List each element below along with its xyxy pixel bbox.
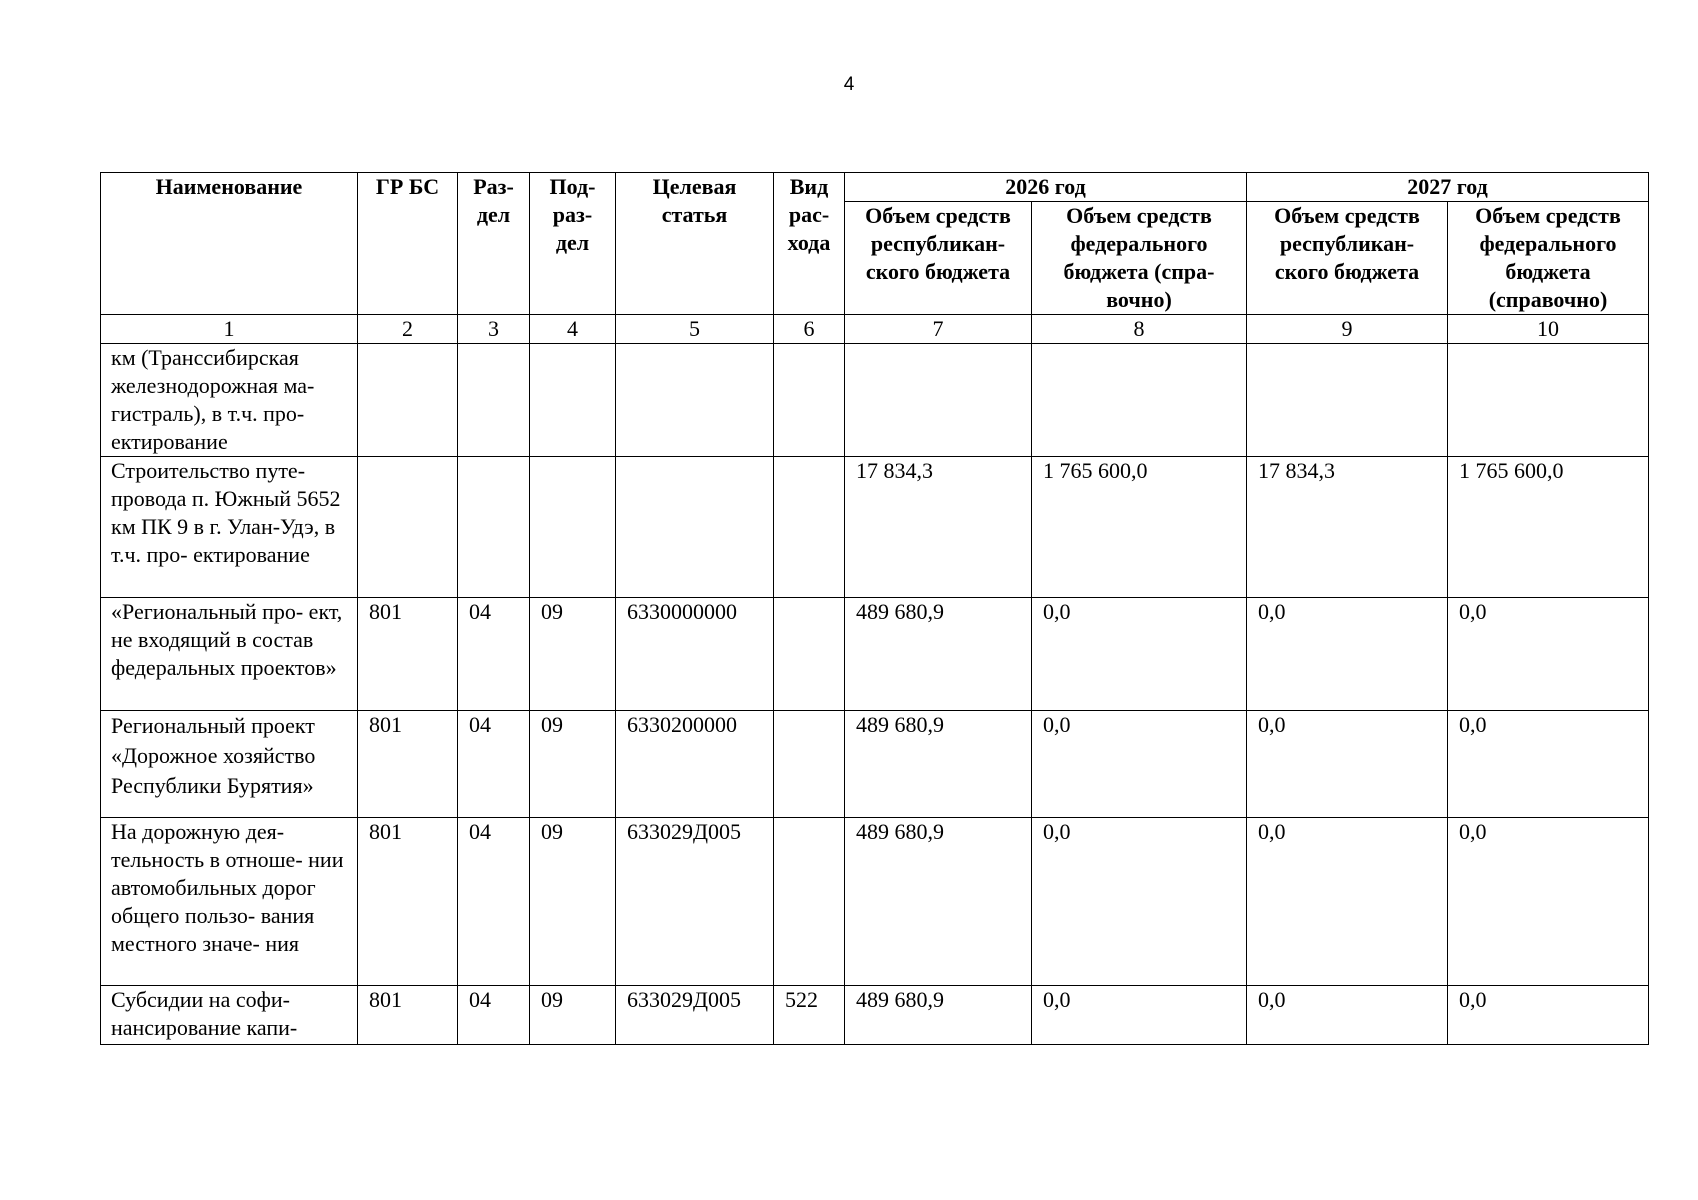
cell-2027-republic: 0,0 xyxy=(1247,711,1448,818)
header-expense-type: Вид рас- хода xyxy=(774,173,845,315)
cell-expense-type: 522 xyxy=(774,986,845,1045)
cell-section: 04 xyxy=(458,711,530,818)
cell-grbs xyxy=(358,344,458,457)
cell-target: 633029Д005 xyxy=(616,818,774,986)
cell-expense-type xyxy=(774,344,845,457)
column-number: 10 xyxy=(1448,315,1649,344)
cell-2026-federal xyxy=(1032,344,1247,457)
cell-expense-type xyxy=(774,711,845,818)
cell-grbs: 801 xyxy=(358,986,458,1045)
cell-expense-type xyxy=(774,818,845,986)
cell-expense-type xyxy=(774,598,845,711)
column-number: 8 xyxy=(1032,315,1247,344)
cell-2026-republic: 489 680,9 xyxy=(845,818,1032,986)
cell-2027-republic xyxy=(1247,344,1448,457)
column-number-row xyxy=(101,315,1649,344)
cell-subsection: 09 xyxy=(530,818,616,986)
cell-2026-federal: 0,0 xyxy=(1032,986,1247,1045)
table-row xyxy=(101,986,1649,1045)
cell-2026-federal: 0,0 xyxy=(1032,711,1247,818)
cell-subsection xyxy=(530,457,616,598)
cell-target xyxy=(616,344,774,457)
cell-section: 04 xyxy=(458,598,530,711)
column-number: 2 xyxy=(358,315,458,344)
row-name: Региональный проект «Дорожное хозяйство Республики Бурятия» xyxy=(101,711,358,818)
cell-2026-republic: 489 680,9 xyxy=(845,598,1032,711)
cell-grbs: 801 xyxy=(358,598,458,711)
cell-target: 6330200000 xyxy=(616,711,774,818)
cell-2027-federal: 0,0 xyxy=(1448,598,1649,711)
cell-subsection: 09 xyxy=(530,598,616,711)
row-name: Строительство путе- провода п. Южный 5652 км ПК 9 в г. Улан-Удэ, в т.ч. про- ектирование xyxy=(101,457,358,598)
header-target: Целевая статья xyxy=(616,173,774,315)
cell-subsection xyxy=(530,344,616,457)
cell-expense-type xyxy=(774,457,845,598)
cell-target: 633029Д005 xyxy=(616,986,774,1045)
budget-table xyxy=(100,172,1649,1045)
cell-section: 04 xyxy=(458,818,530,986)
cell-grbs: 801 xyxy=(358,818,458,986)
cell-grbs xyxy=(358,457,458,598)
table-row xyxy=(101,344,1649,457)
column-number: 1 xyxy=(101,315,358,344)
cell-2026-republic: 489 680,9 xyxy=(845,986,1032,1045)
header-2026-republic: Объем средств республикан- ского бюджета xyxy=(845,202,1032,315)
cell-2026-republic: 17 834,3 xyxy=(845,457,1032,598)
cell-subsection: 09 xyxy=(530,711,616,818)
row-name: Субсидии на софи- нансирование капи- xyxy=(101,986,358,1045)
cell-2027-federal: 0,0 xyxy=(1448,711,1649,818)
table-row xyxy=(101,457,1649,598)
cell-2027-federal: 1 765 600,0 xyxy=(1448,457,1649,598)
header-subsection: Под- раз- дел xyxy=(530,173,616,315)
cell-2027-republic: 17 834,3 xyxy=(1247,457,1448,598)
header-grbs: ГР БС xyxy=(358,173,458,315)
column-number: 7 xyxy=(845,315,1032,344)
cell-2026-federal: 1 765 600,0 xyxy=(1032,457,1247,598)
cell-2027-federal: 0,0 xyxy=(1448,818,1649,986)
cell-section xyxy=(458,344,530,457)
cell-2027-republic: 0,0 xyxy=(1247,986,1448,1045)
page-number: 4 xyxy=(843,74,855,95)
column-number: 4 xyxy=(530,315,616,344)
column-number: 3 xyxy=(458,315,530,344)
cell-target xyxy=(616,457,774,598)
header-2027-republic: Объем средств республикан- ского бюджета xyxy=(1247,202,1448,315)
cell-section xyxy=(458,457,530,598)
row-name: «Региональный про- ект, не входящий в состав федеральных проектов» xyxy=(101,598,358,711)
header-name: Наименование xyxy=(101,173,358,315)
header-2027-federal: Объем средств федерального бюджета (справочно) xyxy=(1448,202,1649,315)
table-row xyxy=(101,711,1649,818)
cell-target: 6330000000 xyxy=(616,598,774,711)
table-row xyxy=(101,598,1649,711)
cell-2026-federal: 0,0 xyxy=(1032,598,1247,711)
row-name: км (Транссибирская железнодорожная ма- гистраль), в т.ч. про- ектирование xyxy=(101,344,358,457)
cell-grbs: 801 xyxy=(358,711,458,818)
column-number: 5 xyxy=(616,315,774,344)
header-year-2026: 2026 год xyxy=(845,173,1247,202)
cell-2026-republic: 489 680,9 xyxy=(845,711,1032,818)
cell-2027-federal: 0,0 xyxy=(1448,986,1649,1045)
header-row-1 xyxy=(101,173,1649,202)
header-year-2027: 2027 год xyxy=(1247,173,1649,202)
row-name: На дорожную дея- тельность в отноше- нии автомобильных дорог общего пользо- вания местного значе- ния xyxy=(101,818,358,986)
header-2026-federal: Объем средств федерального бюджета (спра- вочно) xyxy=(1032,202,1247,315)
cell-section: 04 xyxy=(458,986,530,1045)
table-row xyxy=(101,818,1649,986)
cell-2027-republic: 0,0 xyxy=(1247,818,1448,986)
cell-2026-republic xyxy=(845,344,1032,457)
cell-2027-federal xyxy=(1448,344,1649,457)
header-section: Раз- дел xyxy=(458,173,530,315)
column-number: 6 xyxy=(774,315,845,344)
column-number: 9 xyxy=(1247,315,1448,344)
cell-2027-republic: 0,0 xyxy=(1247,598,1448,711)
cell-2026-federal: 0,0 xyxy=(1032,818,1247,986)
cell-subsection: 09 xyxy=(530,986,616,1045)
